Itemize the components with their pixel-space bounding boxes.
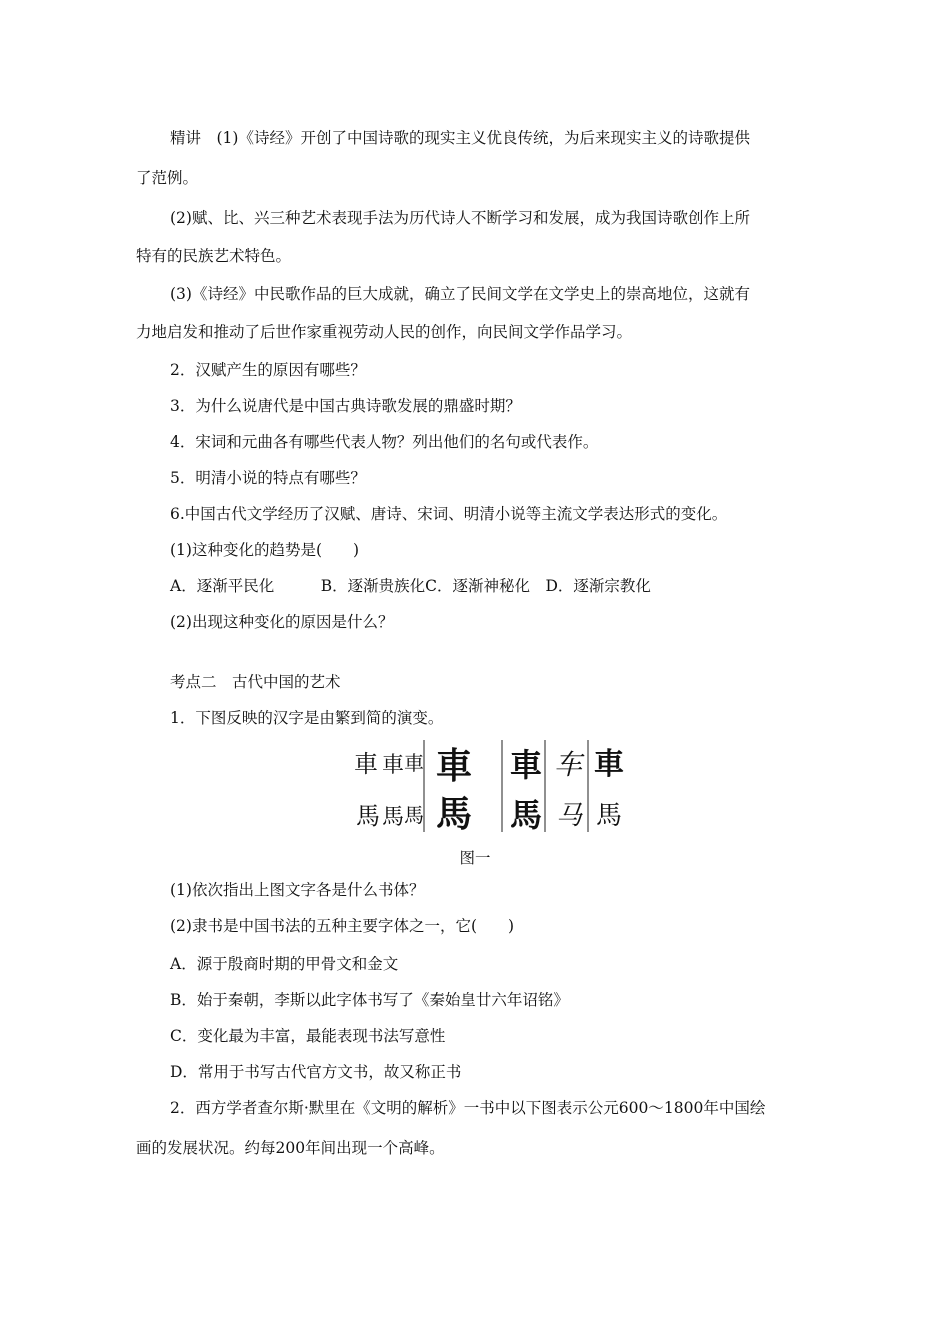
script-char: 車 bbox=[510, 746, 543, 784]
art-question-2: 2．西方学者查尔斯·默里在《文明的解析》一书中以下图表示公元600～1800年中国绘 bbox=[170, 1099, 766, 1117]
question-6-part-2: (2)出现这种变化的原因是什么？ bbox=[170, 613, 394, 631]
script-char: 車 bbox=[594, 747, 624, 782]
question-5: 5．明清小说的特点有哪些？ bbox=[170, 469, 366, 487]
question-6-options: A．逐渐平民化 B．逐渐贵族化C．逐渐神秘化 D．逐渐宗教化 bbox=[170, 577, 651, 595]
art-question-1-part-2: (2)隶书是中国书法的五种主要字体之一，它( ) bbox=[170, 917, 515, 935]
paragraph-line: 特有的民族艺术特色。 bbox=[136, 247, 292, 265]
option-b: B．始于秦朝，李斯以此字体书写了《秦始皇廿六年诏铭》 bbox=[170, 991, 569, 1009]
figure-caption: 图一 bbox=[459, 849, 491, 867]
paragraph-line: 精讲 (1)《诗经》开创了中国诗歌的现实主义优良传统，为后来现实主义的诗歌提供 bbox=[170, 129, 750, 147]
paragraph-line: 画的发展状况。约每200年间出现一个高峰。 bbox=[136, 1139, 445, 1157]
option-a: A．源于殷商时期的甲骨文和金文 bbox=[170, 955, 399, 973]
calligraphy-figure bbox=[352, 738, 626, 834]
question-2: 2．汉赋产生的原因有哪些？ bbox=[170, 361, 366, 379]
question-6: 6.中国古代文学经历了汉赋、唐诗、宋词、明清小说等主流文学表达形式的变化。 bbox=[170, 505, 728, 523]
paragraph-line: (2)赋、比、兴三种艺术表现手法为历代诗人不断学习和发展，成为我国诗歌创作上所 bbox=[170, 209, 750, 227]
script-char: 馬 bbox=[404, 803, 424, 827]
section-heading: 考点二 古代中国的艺术 bbox=[170, 673, 341, 691]
script-char: 馬 bbox=[382, 805, 405, 830]
script-char: 車 bbox=[404, 751, 424, 775]
calligraphy-evolution-image bbox=[352, 738, 626, 834]
script-char: 车 bbox=[554, 748, 583, 781]
script-char: 馬 bbox=[356, 802, 380, 830]
script-char: 車 bbox=[436, 745, 473, 787]
question-6-part-1: (1)这种变化的趋势是( ) bbox=[170, 541, 360, 559]
script-char: 馬 bbox=[436, 793, 473, 834]
question-4: 4．宋词和元曲各有哪些代表人物？列出他们的名句或代表作。 bbox=[170, 433, 599, 451]
script-char: 車 bbox=[354, 750, 375, 778]
script-char: 車 bbox=[382, 753, 405, 778]
art-question-1: 1．下图反映的汉字是由繁到简的演变。 bbox=[170, 709, 444, 727]
paragraph-line: 力地启发和推动了后世作家重视劳动人民的创作，向民间文学作品学习。 bbox=[136, 323, 633, 341]
art-question-1-part-1: (1)依次指出上图文字各是什么书体？ bbox=[170, 881, 425, 899]
script-char: 馬 bbox=[510, 796, 543, 834]
paragraph-line: 了范例。 bbox=[136, 169, 199, 187]
paragraph-line: (3)《诗经》中民歌作品的巨大成就，确立了民间文学在文学史上的崇高地位，这就有 bbox=[170, 285, 750, 303]
option-c: C．变化最为丰富，最能表现书法写意性 bbox=[170, 1027, 446, 1045]
script-char: 马 bbox=[556, 801, 583, 831]
option-d: D．常用于书写古代官方文书，故又称正书 bbox=[170, 1063, 462, 1081]
question-3: 3．为什么说唐代是中国古典诗歌发展的鼎盛时期？ bbox=[170, 397, 521, 415]
script-char: 馬 bbox=[596, 801, 623, 831]
